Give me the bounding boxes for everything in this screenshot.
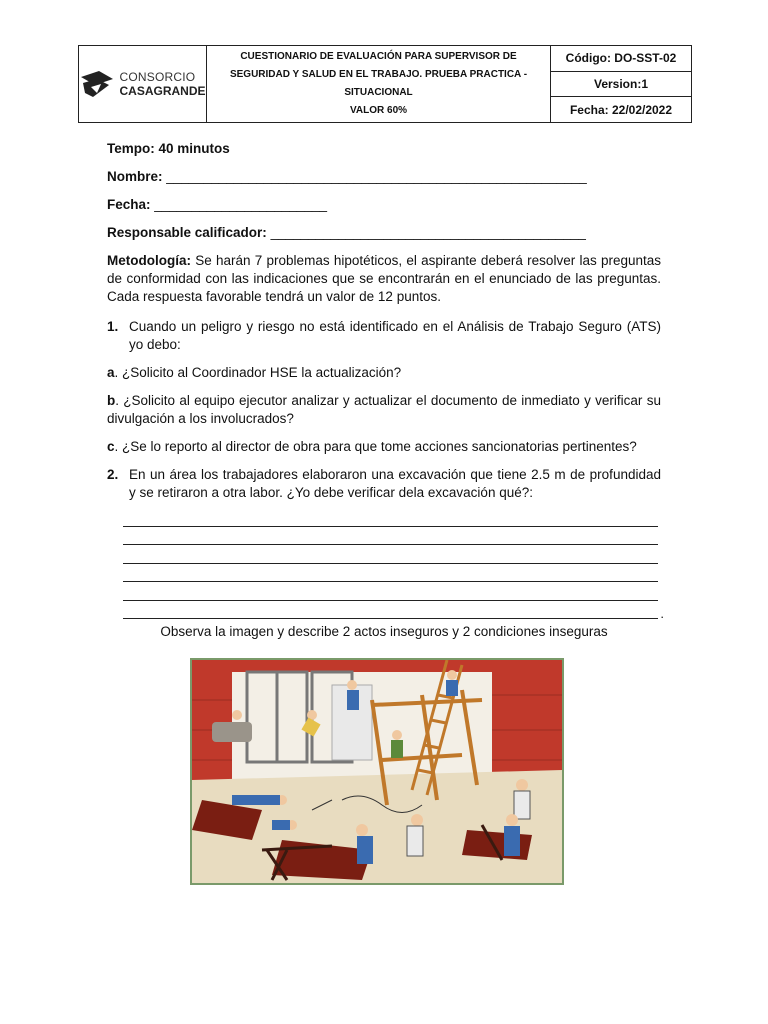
logo-line-2: CASAGRANDE [119,84,206,98]
title-line: VALOR 60% [349,105,408,116]
document-header [78,45,692,123]
document-date: Fecha: 22/02/2022 [569,102,673,117]
responsable-blank[interactable]: __________________________________________ [270,225,586,240]
fecha-blank[interactable]: _______________________ [154,197,327,212]
responsable-field[interactable] [107,222,661,250]
nombre-blank[interactable]: ________________________________________________________ [166,169,587,184]
nombre-field[interactable] [107,166,661,194]
option-b[interactable] [107,392,661,428]
fecha-field[interactable] [107,194,661,222]
questionnaire-body [107,138,661,502]
answer-line[interactable] [123,601,664,621]
answer-end-dot: . [660,606,664,621]
fecha-label: Fecha: [107,197,151,212]
question-1 [107,318,661,354]
option-text: . ¿Solicito al Coordinador HSE la actualización? [114,365,402,380]
answer-line[interactable] [123,564,658,583]
question-text: En un área los trabajadores elaboraron una excavación que tiene 2.5 m de profundidad y se retiraron a otra labor. ¿Yo debe verificar dela excavación qué?: [129,467,661,500]
question-text: Cuando un peligro y riesgo no está identificado en el Análisis de Trabajo Seguro (ATS) yo debo: [129,319,661,352]
document-version: Version:1 [551,72,691,98]
company-logo [79,46,207,122]
metodologia-paragraph [107,252,661,306]
responsable-label: Responsable calificador: [107,225,267,240]
question-2 [107,466,661,502]
question-number: 2. [107,467,119,482]
answer-line[interactable] [123,527,658,546]
option-c[interactable] [107,438,661,456]
unsafe-acts-illustration [190,658,564,885]
answer-line[interactable] [123,545,658,564]
question-number: 1. [107,319,119,334]
image-instruction: Observa la imagen y describe 2 actos inseguros y 2 condiciones inseguras [160,624,608,639]
construction-site-image [192,660,562,883]
answer-area[interactable] [123,508,664,621]
document-title [207,46,551,122]
option-letter: b [107,393,116,408]
nombre-label: Nombre: [107,169,163,184]
document-meta [551,46,691,122]
title-line: SITUACIONAL [344,87,413,98]
casagrande-logo-icon [79,69,115,99]
title-line: CUESTIONARIO DE EVALUACIÓN PARA SUPERVISOR DE [240,51,517,62]
metodologia-text: Se harán 7 problemas hipotéticos, el aspirante deberá resolver las preguntas de conformidad con las indicaciones que se encontrarán en el enunciado de las preguntas. Cada respuesta favorable tendrá un valor de 12 puntos. [107,253,661,304]
option-text: . ¿Solicito al equipo ejecutor analizar y actualizar el documento de inmediato y verificar su divulgación a los involucrados? [107,393,661,426]
metodologia-label: Metodología: [107,253,191,268]
option-letter: a [107,365,115,380]
option-a[interactable] [107,364,661,382]
title-line: SEGURIDAD Y SALUD EN EL TRABAJO. PRUEBA PRACTICA - [229,69,528,80]
logo-line-1: CONSORCIO [119,70,196,84]
option-letter: c [107,439,115,454]
option-text: . ¿Se lo reporto al director de obra para que tome acciones sancionatorias pertinentes? [114,439,637,454]
document-code: Código: DO-SST-02 [551,46,691,72]
tempo-label: Tempo: 40 minutos [107,141,230,156]
answer-line[interactable] [123,508,658,527]
answer-line[interactable] [123,582,658,601]
